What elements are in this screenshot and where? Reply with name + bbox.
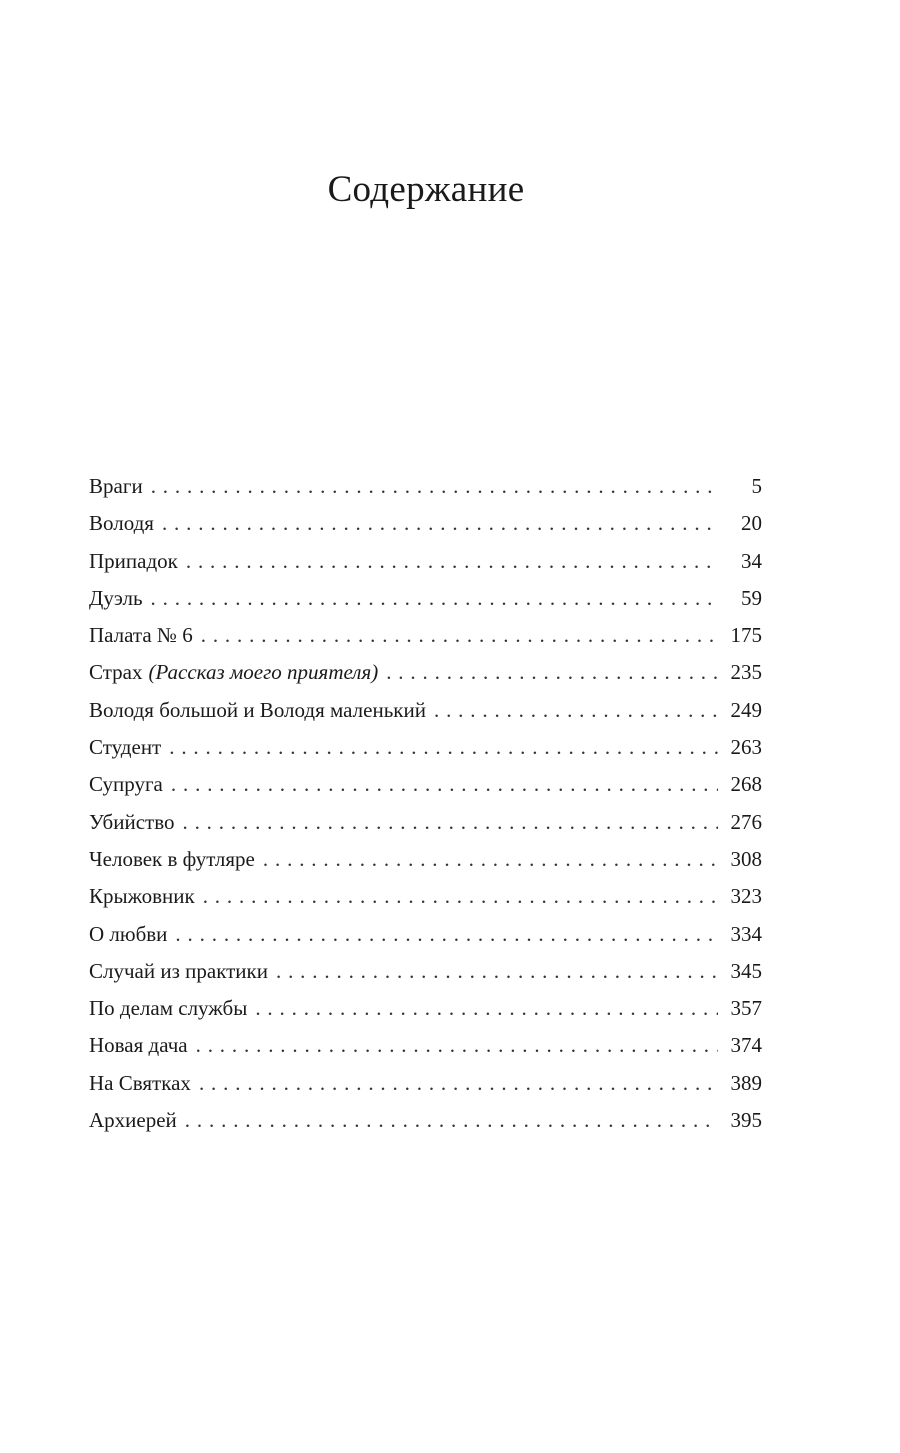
- toc-entry-title: О любви: [89, 921, 168, 946]
- dot-leader: [199, 1071, 718, 1096]
- toc-entry-page: 268: [730, 772, 762, 797]
- toc-entry-page: 235: [730, 660, 762, 685]
- dot-leader: [151, 586, 718, 611]
- dot-leader: [263, 847, 718, 872]
- toc-entry-page: 323: [730, 884, 762, 909]
- toc-entry[interactable]: [89, 959, 762, 996]
- toc-entry[interactable]: [89, 1108, 762, 1145]
- toc-entry-title: По делам службы: [89, 996, 248, 1021]
- dot-leader: [171, 772, 718, 797]
- toc-entry-page: 334: [730, 921, 762, 946]
- toc-entry-title: Дуэль: [89, 585, 143, 610]
- dot-leader: [162, 511, 718, 536]
- toc-entry-title: Супруга: [89, 772, 163, 797]
- dot-leader: [185, 1108, 718, 1133]
- toc-entry-page: 175: [730, 623, 762, 648]
- toc-entry[interactable]: [89, 1033, 762, 1070]
- toc-entry[interactable]: [89, 586, 762, 623]
- dot-leader: [434, 698, 718, 723]
- toc-entry-title: Новая дача: [89, 1033, 188, 1058]
- dot-leader: [201, 623, 718, 648]
- toc-entry[interactable]: [89, 922, 762, 959]
- dot-leader: [182, 810, 718, 835]
- toc-entry-page: 374: [730, 1033, 762, 1058]
- toc-entry-title: Припадок: [89, 548, 178, 573]
- toc-entry[interactable]: [89, 1071, 762, 1108]
- toc-entry[interactable]: [89, 884, 762, 921]
- toc-entry-page: 34: [741, 548, 762, 573]
- toc-entry-page: 249: [730, 697, 762, 722]
- dot-leader: [151, 474, 718, 499]
- toc-entry[interactable]: [89, 772, 762, 809]
- toc-entry[interactable]: [89, 735, 762, 772]
- toc-entry-page: 276: [730, 809, 762, 834]
- toc-entry[interactable]: [89, 511, 762, 548]
- toc-entry[interactable]: [89, 847, 762, 884]
- toc-entry-page: 59: [741, 585, 762, 610]
- toc-entry[interactable]: [89, 474, 762, 511]
- dot-leader: [255, 996, 718, 1021]
- toc-entry-page: 20: [741, 511, 762, 536]
- toc-entry-title: Страх: [89, 660, 143, 685]
- toc-entry[interactable]: [89, 996, 762, 1033]
- toc-entry-title: Володя большой и Володя маленький: [89, 697, 426, 722]
- toc-entry-title: Человек в футляре: [89, 846, 255, 871]
- toc-entry-page: 345: [730, 958, 762, 983]
- toc-entry[interactable]: [89, 623, 762, 660]
- toc-entry-page: 357: [730, 996, 762, 1021]
- dot-leader: [186, 549, 718, 574]
- toc-entry-page: 308: [730, 846, 762, 871]
- table-of-contents: [89, 474, 762, 1145]
- dot-leader: [386, 660, 718, 685]
- toc-entry-title: Враги: [89, 474, 143, 498]
- toc-entry-page: 395: [730, 1108, 762, 1133]
- dot-leader: [175, 922, 718, 947]
- toc-entry-title: Случай из практики: [89, 958, 268, 983]
- page-title: Содержание: [327, 169, 525, 210]
- dot-leader: [203, 884, 718, 909]
- toc-entry-page: 5: [751, 474, 762, 498]
- toc-entry[interactable]: [89, 810, 762, 847]
- toc-entry-title: Крыжовник: [89, 884, 195, 909]
- toc-entry[interactable]: [89, 698, 762, 735]
- toc-entry-page: 263: [730, 735, 762, 760]
- toc-entry[interactable]: [89, 660, 762, 697]
- toc-entry-subtitle: (Рассказ моего приятеля): [148, 660, 379, 685]
- toc-entry-page: 389: [730, 1070, 762, 1095]
- toc-entry-title: Убийство: [89, 809, 175, 834]
- toc-entry-title: Володя: [89, 511, 154, 536]
- toc-entry-title: На Святках: [89, 1070, 191, 1095]
- dot-leader: [196, 1033, 718, 1058]
- dot-leader: [276, 959, 718, 984]
- toc-entry[interactable]: [89, 549, 762, 586]
- dot-leader: [169, 735, 718, 760]
- toc-entry-title: Архиерей: [89, 1108, 177, 1133]
- toc-entry-title: Палата № 6: [89, 623, 193, 648]
- toc-entry-title: Студент: [89, 735, 162, 760]
